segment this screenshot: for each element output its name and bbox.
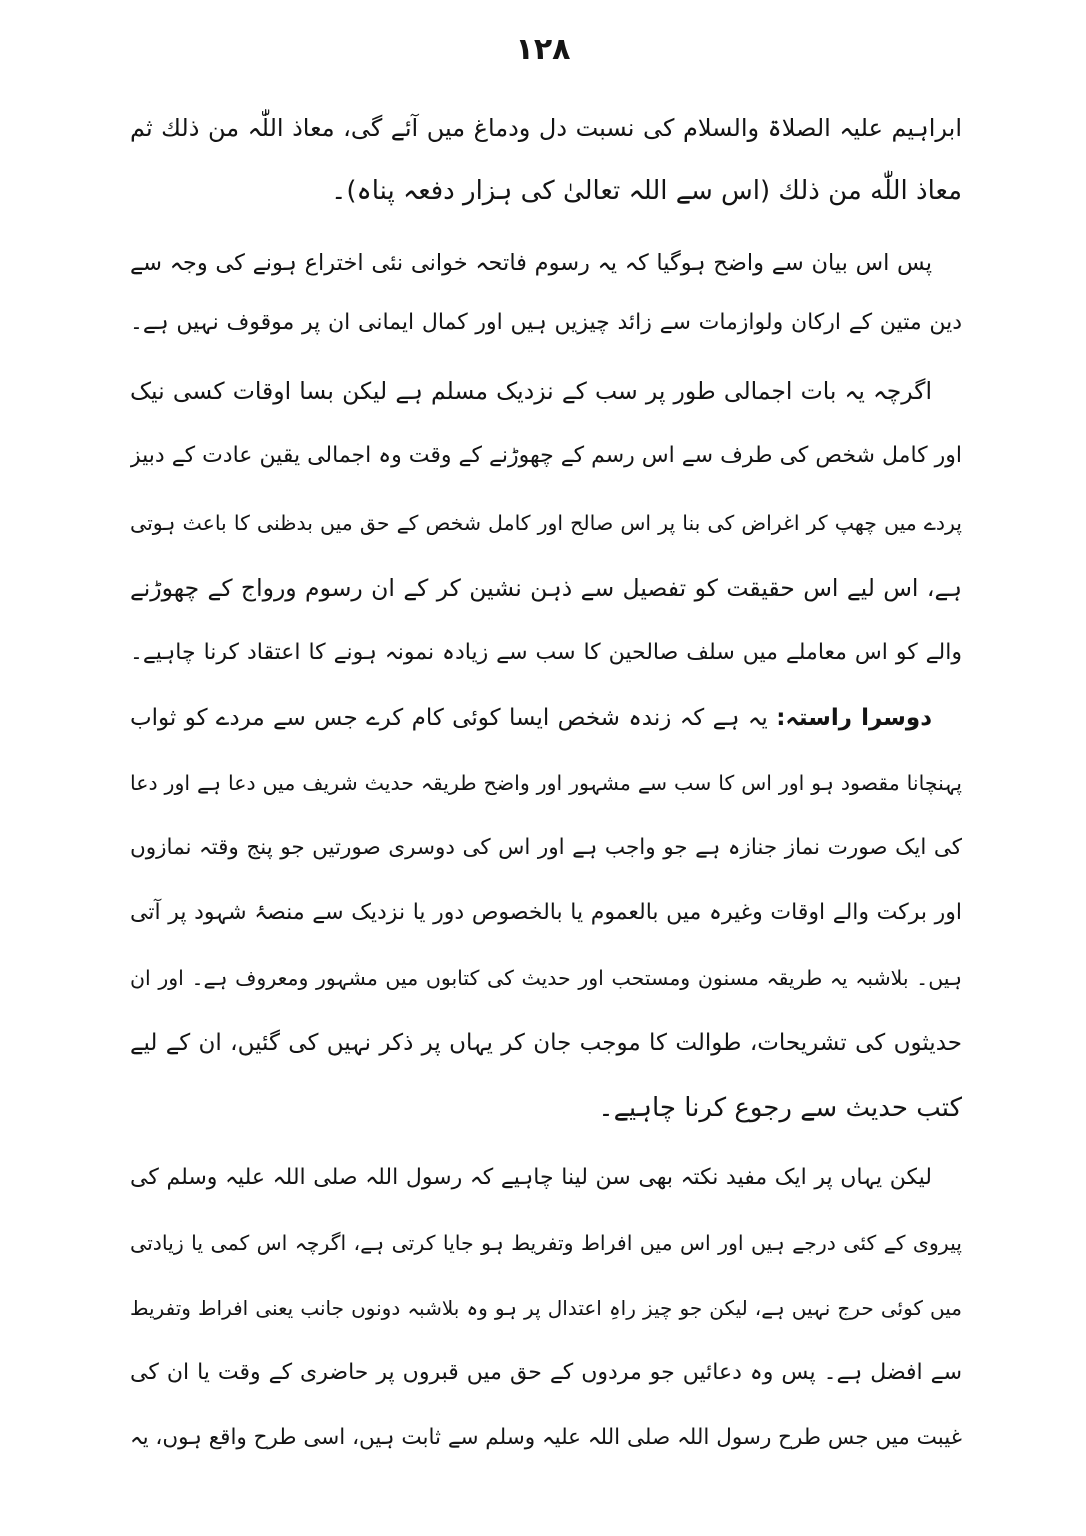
text-line: ابراہیم علیہ الصلاۃ والسلام کی نسبت دل ودماغ میں آئے گی، معاذ اللّٰہ من ذلك ثم	[130, 114, 962, 142]
text-line: لیکن یہاں پر ایک مفید نکتہ بھی سن لینا چاہیے کہ رسول اللہ صلی اللہ علیہ وسلم کی	[130, 1165, 932, 1190]
text-line: ہیں۔ بلاشبہ یہ طریقہ مسنون ومستحب اور حدیث کی کتابوں میں مشہور ومعروف ہے۔ اور ان	[130, 966, 962, 990]
text-line: کتب حدیث سے رجوع کرنا چاہیے۔	[598, 1093, 962, 1123]
section-lead: دوسرا راستہ:	[776, 705, 932, 731]
text-line: حدیثوں کی تشریحات، طوالت کا موجب جان کر یہاں پر ذکر نہیں کی گئیں، ان کے لیے	[130, 1030, 962, 1056]
text-line: پیروی کے کئی درجے ہیں اور اس میں افراط وتفریط ہو جایا کرتی ہے، اگرچہ اس کمی یا زیادتی	[130, 1231, 962, 1255]
text-line: غیبت میں جس طرح رسول اللہ صلی اللہ علیہ وسلم سے ثابت ہیں، اسی طرح واقع ہوں، یہ	[130, 1425, 962, 1450]
text-line: ہے، اس لیے اس حقیقت کو تفصیل سے ذہن نشین کر کے ان رسوم ورواج کے چھوڑنے	[130, 574, 962, 602]
text-line-rest: یہ ہے کہ زندہ شخص ایسا کوئی کام کرے جس سے مردے کو ثواب	[130, 705, 768, 731]
text-line: اگرچہ یہ بات اجمالی طور پر سب کے نزدیک مسلم ہے لیکن بسا اوقات کسی نیک	[130, 377, 932, 405]
text-line: پس اس بیان سے واضح ہوگیا کہ یہ رسوم فاتحہ خوانی نئی اختراع ہونے کی وجہ سے	[130, 250, 932, 276]
text-line: دین متین کے ارکان ولوازمات سے زائد چیزیں ہیں اور کمال ایمانی ان پر موقوف نہیں ہے۔	[130, 310, 962, 335]
text-line: معاذ اللّٰه من ذلك (اس سے اللہ تعالیٰ کی ہزار دفعہ پناہ)۔	[331, 176, 962, 206]
text-line: اور برکت والے اوقات وغیرہ میں بالعموم یا بالخصوص دور یا نزدیک سے منصۂ شہود پر آتی	[130, 900, 962, 925]
text-line: والے کو اس معاملے میں سلف صالحین کا سب سے زیادہ نمونہ ہونے کا اعتقاد کرنا چاہیے۔	[130, 640, 962, 665]
text-line	[130, 688, 962, 748]
text-line: پہنچانا مقصود ہو اور اس کا سب سے مشہور اور واضح طریقہ حدیث شریف میں دعا ہے اور دعا	[130, 771, 962, 795]
text-line: سے افضل ہے۔ پس وہ دعائیں جو مردوں کے حق میں قبروں پر حاضری کے وقت یا ان کی	[130, 1360, 962, 1385]
page-number: ۱۲۸	[515, 32, 571, 67]
text-line: پردے میں چھپ کر اغراض کی بنا پر اس صالح اور کامل شخص کے حق میں بدظنی کا باعث ہوتی	[130, 511, 962, 535]
text-line: کی ایک صورت نماز جنازہ ہے جو واجب ہے اور اس کی دوسری صورتیں جو پنج وقتہ نمازوں	[130, 835, 962, 860]
text-line: اور کامل شخص کی طرف سے اس رسم کے چھوڑنے کے وقت وہ اجمالی یقین عادت کے دبیز	[130, 443, 962, 468]
text-line: میں کوئی حرج نہیں ہے، لیکن جو چیز راہِ اعتدال پر ہو وہ بلاشبہ دونوں جانب یعنی افراط وتفریط	[130, 1296, 962, 1320]
